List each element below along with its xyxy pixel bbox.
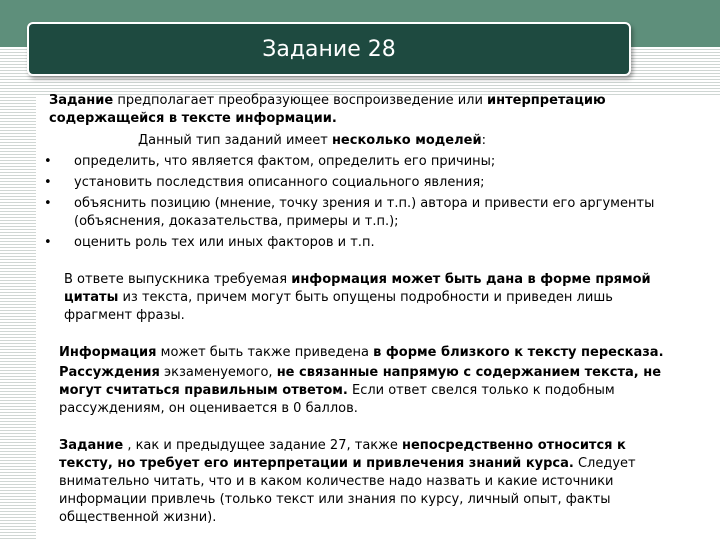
info-keyword: Информация: [59, 345, 157, 360]
reasoning-keyword: Рассуждения: [59, 365, 160, 380]
answer-text: В ответе выпускника требуемая: [64, 272, 292, 287]
types-line: [44, 132, 676, 150]
list-item-text: установить последствия описанного социального явления;: [74, 175, 485, 190]
left-striped-background: [0, 47, 36, 540]
task-text: , как и предыдущее задание 27, также: [123, 438, 402, 453]
intro-keyword: Задание: [49, 93, 114, 108]
list-item-text: оценить роль тех или иных факторов и т.п.: [74, 235, 375, 250]
title-bar: [27, 22, 631, 76]
list-item: [44, 153, 676, 171]
bullet-mark: •: [44, 175, 52, 190]
answer-emphasis: информация может быть дана в форме прямой цитаты: [64, 272, 651, 305]
bullet-mark: •: [44, 154, 52, 169]
list-item: [44, 174, 676, 192]
bullet-mark: •: [44, 235, 52, 250]
list-item: [44, 234, 676, 252]
info-paragraph: [44, 344, 676, 362]
answer-text-end: из текста, причем могут быть опущены подробности и приведен лишь фрагмент фразы.: [64, 290, 613, 323]
intro-text: предполагает преобразующее воспроизведение или: [113, 93, 488, 108]
reasoning-text-end: Если ответ свелся только к подобным рассуждениям, он оценивается в 0 баллов.: [59, 383, 615, 416]
reasoning-paragraph: [44, 364, 676, 418]
types-colon: :: [481, 133, 486, 148]
slide-content: [44, 92, 676, 527]
answer-paragraph: [44, 271, 676, 325]
list-item-text: объяснить позицию (мнение, точку зрения и т.п.) автора и привести его аргументы (объяснения, доказательства, примеры и т.п.);: [74, 196, 655, 229]
reasoning-text: экзаменуемого,: [159, 365, 277, 380]
intro-emphasis: интерпретацию содержащейся в тексте информации.: [49, 93, 606, 126]
bullet-mark: •: [44, 196, 52, 211]
types-emphasis: несколько моделей: [331, 133, 482, 148]
slide-title: Задание 28: [262, 36, 396, 62]
types-text: Данный тип заданий имеет: [138, 133, 332, 148]
task-paragraph: [44, 437, 676, 527]
list-item: [44, 195, 676, 231]
task-emphasis: непосредственно относится к тексту, но требует его интерпретации и привлечения знаний курса.: [59, 438, 626, 471]
task-text-end: Следует внимательно читать, что и в каком количестве надо назвать и какие источники информации привлечь (только текст или знания по курсу, личный опыт, факты общественной жизни).: [59, 456, 636, 525]
intro-paragraph: [44, 92, 676, 128]
task-keyword: Задание: [59, 438, 124, 453]
reasoning-emphasis: не связанные напрямую с содержанием текста, не могут считаться правильным ответом.: [59, 365, 662, 398]
list-item-text: определить, что является фактом, определить его причины;: [74, 154, 496, 169]
info-emphasis: в форме близкого к тексту пересказа.: [373, 345, 664, 360]
info-text: может быть также приведена: [156, 345, 374, 360]
